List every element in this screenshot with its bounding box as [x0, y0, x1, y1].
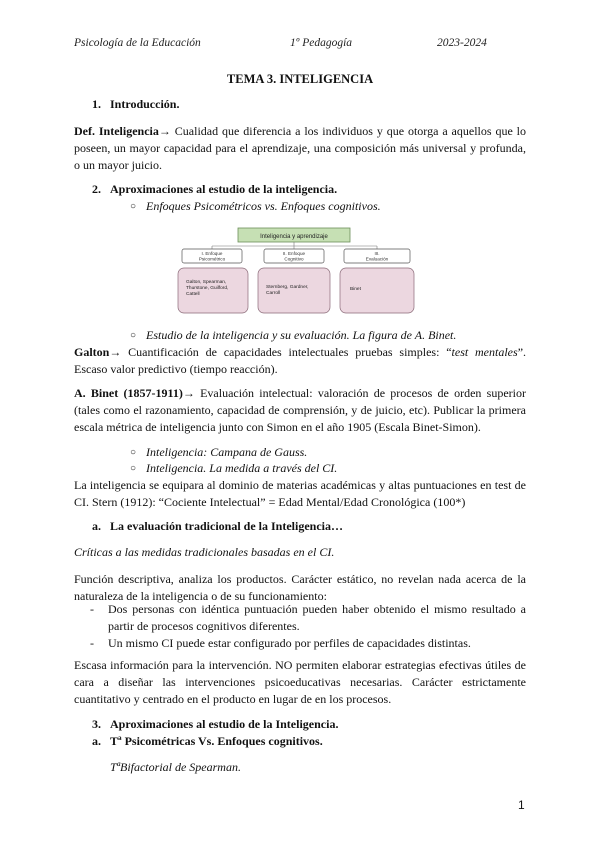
funcion-paragraph: Función descriptiva, analiza los productos. Carácter estático, no revelan nada acerca de la naturaleza de la inteligencia o de su funcionamiento:	[74, 572, 526, 603]
bullet-marker: ○	[130, 330, 137, 341]
section-2-number: 2.	[92, 182, 101, 196]
section-2-heading: Aproximaciones al estudio de la inteligencia.	[110, 182, 338, 196]
galton-term: Galton→	[74, 345, 122, 359]
diagram-header-3: III. Evaluación	[365, 251, 389, 262]
definition-text: Cualidad que diferencia a los individuos y que otorga a aquellos que lo poseen, un mayor capacidad para el aprendizaje, una composición más universal y profunda, o un mayor juicio.	[74, 124, 527, 172]
diagram-box-3-text: Binet	[350, 287, 361, 292]
section-3a-number: a.	[92, 734, 101, 748]
escasa-paragraph: Escasa información para la intervención. NO permiten elaborar estrategias efectivas útiles de cara a diseñar las intervenciones psicoeducativas necesarias. Carácter estrictamente cuantitativo y centrado en el producto en lugar de en los procesos.	[74, 658, 526, 706]
list-item: - Dos personas con idéntica puntuación pueden haber obtenido el mismo resultado a partir de procesos cognitivos diferentes.	[90, 602, 526, 633]
bullet-binet-figure: Estudio de la inteligencia y su evaluación. La figura de A. Binet.	[146, 328, 457, 342]
diagram-top-label: Inteligencia y aprendizaje	[260, 234, 328, 240]
page-number: 1	[518, 798, 525, 812]
document-title: TEMA 3. INTELIGENCIA	[226, 72, 374, 86]
header-academic-year: 2023-2024	[437, 37, 487, 49]
bullet-gauss: Inteligencia: Campana de Gauss.	[146, 445, 308, 459]
bullet-ci: Inteligencia. La medida a través del CI.	[146, 461, 338, 475]
intelligence-approaches-diagram	[172, 226, 420, 316]
header-year-group: 1º Pedagogía	[290, 37, 353, 49]
section-a-number: a.	[92, 519, 101, 533]
section-1-number: 1.	[92, 97, 101, 111]
criticas-list	[74, 601, 526, 652]
section-3-number: 3.	[92, 717, 101, 731]
galton-quote: test mentales	[451, 345, 518, 359]
diagram-header-2: II. Enfoque Cognitivo	[282, 251, 306, 262]
diagram-header-1: I. Enfoque Psicométrico	[198, 251, 226, 262]
bifactorial-heading: TªBifactorial de Spearman.	[110, 760, 241, 774]
section-3-heading: Aproximaciones al estudio de la Inteligencia.	[110, 717, 339, 731]
section-1-heading: Introducción.	[110, 97, 180, 111]
diagram-box-1-text: Galton, Spearman, Thurstone, Guilford, Cattell	[186, 280, 229, 297]
header-course: Psicología de la Educación	[74, 37, 201, 49]
bullet-marker: ○	[130, 201, 137, 212]
binet-term: A. Binet (1857-1911)→	[74, 386, 195, 400]
ci-paragraph: La inteligencia se equipara al dominio de materias académicas y altas puntuaciones en test de CI. Stern (1912): “Cociente Intelectual” = Edad Mental/Edad Cronológica (100*)	[74, 478, 526, 509]
definition-term: Def. Inteligencia→	[74, 124, 171, 138]
binet-paragraph	[74, 385, 526, 436]
criticas-heading: Críticas a las medidas tradicionales basadas en el CI.	[74, 545, 335, 559]
bullet-enfoques: Enfoques Psicométricos vs. Enfoques cognitivos.	[146, 199, 381, 213]
binet-text: Evaluación intelectual: valoración de procesos de orden superior (tales como el razonamiento, capacidad de comprensión, y de juicio, etc). Publicar la primera escala métrica de inteligencia junto con Simon en el año 1905 (Escala Binet-Simon).	[74, 386, 527, 434]
bullet-marker: ○	[130, 447, 137, 458]
bullet-marker: ○	[130, 463, 137, 474]
section-3a-heading: Tª Psicométricas Vs. Enfoques cognitivos.	[110, 734, 323, 748]
galton-paragraph: Galton→ Cuantificación de capacidades intelectuales pruebas simples: “test mentales”. Escaso valor predictivo (tiempo reacción).	[74, 345, 527, 376]
diagram-box-2-text: Sternberg, Gardner, Carroll	[266, 285, 309, 296]
section-a-heading: La evaluación tradicional de la Inteligencia…	[110, 519, 343, 533]
list-item: - Un mismo CI puede estar configurado por perfiles de capacidades distintas.	[90, 636, 471, 650]
definition-paragraph	[74, 123, 526, 174]
